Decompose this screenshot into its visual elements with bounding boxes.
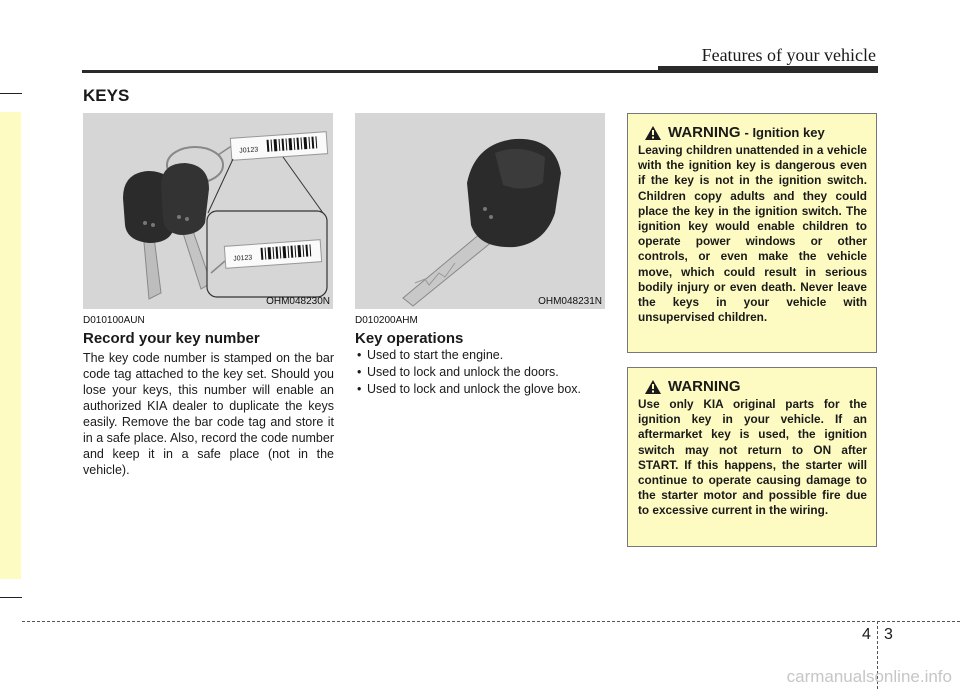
chapter-number: 4	[862, 626, 871, 643]
footer-rule	[22, 621, 960, 622]
side-rule-bottom	[0, 597, 22, 598]
page-number: 3	[884, 626, 893, 643]
subsection-heading: Record your key number	[83, 330, 260, 347]
inset-tag-code: J0123	[233, 254, 253, 263]
section-code: D010100AUN	[83, 315, 145, 326]
warning-text: Use only KIA original parts for the ignition key in your vehicle. If an aftermarket key is used, the ignition switch may not return to ON after START. If this happens, the starter will continue to operate causing damage to the starter motor and possible fire due to excessive current in the wiring.	[638, 397, 867, 518]
key-set-figure	[83, 113, 333, 309]
section-title: KEYS	[83, 86, 130, 105]
warning-title-text: WARNING	[668, 124, 741, 141]
body-paragraph: The key code number is stamped on the bar code tag attached to the key set. Should you lose your keys, this number will enable an authorized KIA dealer to duplicate the keys easily. Remove the bar code tag and store it in a safe place. Also, record the code number and keep it in a safe place (not in the vehicle).	[83, 351, 334, 477]
chapter-tab	[0, 112, 21, 579]
figure-caption: OHM048231N	[538, 296, 602, 307]
list-item: • Used to lock and unlock the doors.	[355, 364, 610, 381]
single-key-figure	[355, 113, 605, 309]
warning-triangle-icon	[644, 125, 662, 141]
running-header: Features of your vehicle	[701, 45, 876, 65]
warning-title	[638, 124, 867, 141]
watermark: carmanualsonline.info	[786, 667, 952, 686]
warning-box-parts	[627, 367, 877, 547]
warning-text: Leaving children unattended in a vehicle with the ignition key is dangerous even if the key is not in the ignition switch. Children copy adults and they could place the key in the ignition switch. The ignition key would enable children to operate power windows or other controls, or even make the vehicle move, which could result in serious bodily injury or even death. Never leave the keys in your vehicle with unsupervised children.	[638, 143, 867, 325]
warning-title-text: WARNING	[668, 378, 741, 395]
list-item: • Used to lock and unlock the glove box.	[355, 381, 610, 398]
subsection-heading: Key operations	[355, 330, 464, 347]
key-tag-code: J0123	[239, 146, 259, 155]
warning-subtitle: - Ignition key	[744, 125, 825, 140]
key-set-illustration	[83, 113, 333, 309]
warning-triangle-icon	[644, 379, 662, 395]
bullet-list	[355, 347, 610, 398]
figure-caption: OHM048230N	[266, 296, 330, 307]
header-rule-accent	[658, 66, 878, 72]
warning-box-ignition	[627, 113, 877, 353]
single-key-illustration	[355, 113, 605, 309]
side-rule-top	[0, 93, 22, 94]
list-item: • Used to start the engine.	[355, 347, 610, 364]
section-code: D010200AHM	[355, 315, 418, 326]
warning-title	[638, 378, 867, 395]
